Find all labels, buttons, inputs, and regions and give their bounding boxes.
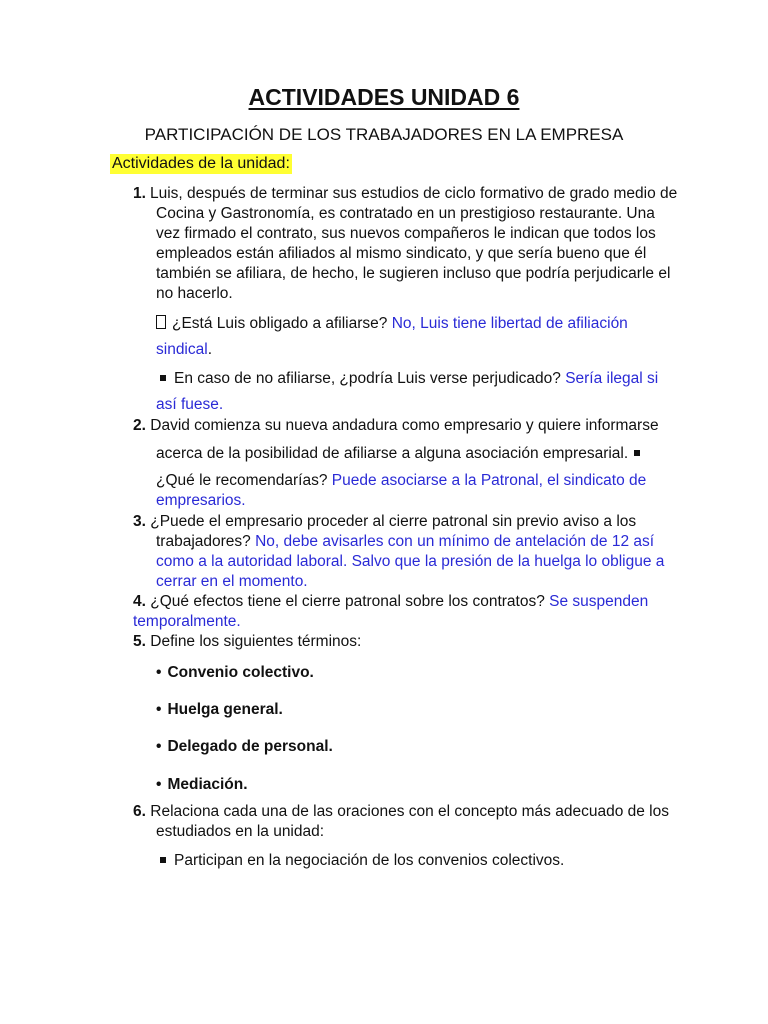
square-bullet-icon [160, 857, 166, 863]
answer-text: cerrar en el momento. [156, 573, 308, 590]
question-4-line-2 [133, 612, 241, 632]
sub-question-text: ¿Qué le recomendarías? [156, 472, 328, 489]
question-1-line-4: empleados están afiliados al mismo sindicato, y que sería bueno que él [156, 245, 647, 262]
round-bullet-icon: • [156, 738, 162, 755]
question-3-line-2: trabajadores? No, debe avisarles con un mínimo de antelación de 12 así [156, 533, 655, 550]
square-bullet-icon [634, 450, 640, 456]
missing-glyph-box-icon [156, 315, 166, 329]
answer-text: No, debe avisarles con un mínimo de antelación de 12 así [255, 533, 655, 550]
question-5: 5. Define los siguientes términos: [133, 633, 362, 650]
question-1-sub-1-cont [156, 340, 212, 360]
answer-text: empresarios. [156, 492, 246, 509]
answer-text: así fuese. [156, 396, 224, 413]
question-1-number: 1. [133, 185, 146, 202]
question-6-line-1: 6. Relaciona cada una de las oraciones con el concepto más adecuado de los [133, 803, 669, 820]
answer-text: Se suspenden [549, 593, 649, 610]
answer-text: Puede asociarse a la Patronal, el sindicato de [331, 472, 647, 489]
answer-text: No, Luis tiene libertad de afiliación [391, 315, 628, 332]
question-6-line-2: estudiados en la unidad: [156, 823, 325, 840]
page-subtitle: PARTICIPACIÓN DE LOS TRABAJADORES EN LA EMPRESA [144, 125, 624, 144]
term-item: • Delegado de personal. [156, 738, 333, 755]
answer-text: temporalmente. [133, 613, 241, 630]
question-4-line-1: 4. ¿Qué efectos tiene el cierre patronal sobre los contratos? Se suspenden [133, 593, 649, 610]
question-1-line-2: Cocina y Gastronomía, es contratado en un prestigioso restaurante. Una [156, 205, 655, 222]
round-bullet-icon: • [156, 664, 162, 681]
answer-text: sindical [156, 341, 208, 358]
answer-text: como a la autoridad laboral. Salvo que la presión de la huelga lo obligue a [156, 553, 665, 570]
question-1-line-5: también se afiliara, de hecho, le sugieren incluso que podría perjudicarle el [156, 265, 671, 282]
question-1-sub-2-cont [156, 395, 223, 415]
answer-text: Sería ilegal si [565, 370, 659, 387]
question-3-line-4 [156, 572, 308, 592]
question-2-line-4 [156, 491, 246, 511]
sub-question-text: ¿Está Luis obligado a afiliarse? [172, 315, 388, 332]
answer-period: . [207, 341, 213, 358]
round-bullet-icon: • [156, 701, 162, 718]
question-3-line-3 [156, 552, 664, 572]
term-item: • Mediación. [156, 776, 248, 793]
round-bullet-icon: • [156, 776, 162, 793]
question-1-sub-2 [156, 369, 658, 389]
page-title: ACTIVIDADES UNIDAD 6 [248, 84, 520, 110]
question-3-line-1: 3. ¿Puede el empresario proceder al cierre patronal sin previo aviso a los [133, 513, 637, 530]
question-1-line-3: vez firmado el contrato, sus nuevos compañeros le indican que todos los [156, 225, 656, 242]
square-bullet-icon [160, 375, 166, 381]
question-6-item-1: Participan en la negociación de los convenios colectivos. [156, 851, 564, 871]
term-item: • Convenio colectivo. [156, 664, 314, 681]
term-item: • Huelga general. [156, 701, 283, 718]
section-heading-highlighted: Actividades de la unidad: [112, 155, 290, 172]
question-1-line-6: no hacerlo. [156, 285, 233, 302]
sub-question-text: En caso de no afiliarse, ¿podría Luis verse perjudicado? [174, 370, 561, 387]
question-2-line-3 [156, 471, 646, 491]
question-2-line-1: 2. David comienza su nueva andadura como empresario y quiere informarse [133, 417, 659, 434]
question-1-line-1: Luis, después de terminar sus estudios de ciclo formativo de grado medio de [150, 185, 678, 202]
question-2-line-2: acerca de la posibilidad de afiliarse a alguna asociación empresarial. [156, 444, 640, 464]
question-1-sub-1 [156, 314, 628, 334]
